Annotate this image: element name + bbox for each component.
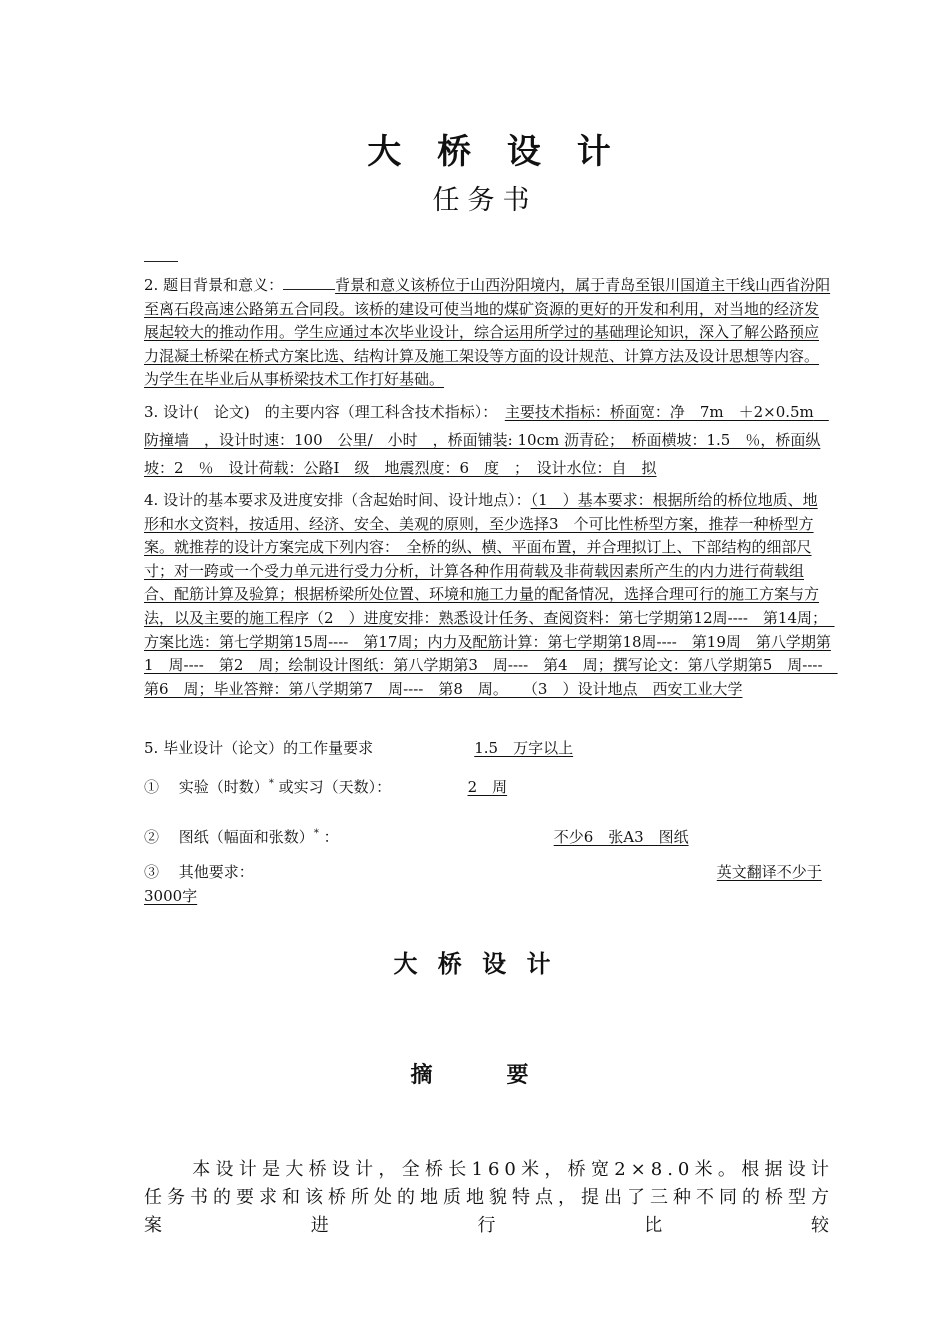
requirement-value-continued: 3000字	[144, 887, 198, 905]
document-title: 大 桥 设 计	[367, 132, 623, 172]
section-content	[144, 398, 832, 482]
section-workload	[144, 737, 832, 761]
requirement-experiment	[144, 776, 832, 797]
requirement-label: ：	[323, 828, 339, 846]
abstract-text	[144, 1156, 834, 1240]
section-requirements-schedule	[144, 489, 838, 701]
requirement-value: 不少6 张A3 图纸	[553, 828, 689, 846]
section-background	[144, 274, 832, 392]
section-content-label: 3. 设计( 论文) 的主要内容（理工科含技术指标）：	[144, 403, 490, 421]
section-background-text: 背景和意义该桥位于山西汾阳境内，属于青岛至银川国道主干线山西省汾阳至离石段高速公路第五合同段。该桥的建设可使当地的煤矿资源的更好的开发和利用，对当地的经济发展起较大的推动作用。学生应通过本次毕业设计，综合运用所学过的基础理论知识，深入了解公路预应力混凝土桥梁在桥式方案比选、结构计算及施工架设等方面的设计规范、计算方法及设计思想等内容。为学生在毕业后从事桥梁技术工作打好基础。	[144, 276, 831, 389]
requirement-number: ②	[144, 828, 160, 846]
requirement-value: 2 周	[467, 778, 508, 796]
section-schedule-text: （1 ）基本要求：根据所给的桥位地质、地形和水文资料，按适用、经济、安全、美观的原则，至少选择3 个可比性桥型方案，推荐一种桥型方案。就推荐的设计方案完成下列内容： 全桥的纵、横、平面布置，并合理拟订上、下部结构的细部尺寸；对一跨或一个受力单元进行受力分析，计算各种作用荷载及非荷载因素所产生的内力进行荷载组合、配筋计算及验算；根据桥梁所处位置、环境和施工力量的配备情况，选择合理可行的施工方案与方法，以及主要的施工程序（2 ）进度安排：熟悉设计任务、查阅资料：第七学期第12周---- 第14周； 方案比选：第七学期第15周---- 第17周；内力及配筋计算：第七学期第18周---- 第19周 第八学期第1 周---- 第2 周；绘制设计图纸：第八学期第3 周---- 第4 周；撰写论文：第八学期第5 周---- 第6 周；毕业答辩：第八学期第7 周---- 第8 周。 （3 ）设计地点 西安工业大学	[144, 491, 838, 698]
requirement-label: 实验（时数）	[178, 778, 269, 796]
requirement-other	[144, 860, 832, 908]
requirement-number: ①	[144, 778, 160, 796]
requirement-number: ③	[144, 863, 160, 881]
requirement-label: 其他要求：	[178, 863, 254, 881]
requirement-value: 英文翻译不少于	[716, 863, 822, 881]
abstract-paragraph: 本设计是大桥设计，全桥长160米，桥宽2×8.0米。根据设计任务书的要求和该桥所处的地质地貌特点，提出了三种不同的桥型方案进行比较	[144, 1159, 834, 1236]
section-content-text: 主要技术指标：桥面宽：净 7m ＋2×0.5m 防撞墙 ，设计时速：100 公里/ 小时 ，桥面铺装: 10cm 沥青砼； 桥面横坡：1.5 ％，桥面纵坡：2 ％ 设计荷载：公路I 级 地震烈度：6 度 ； 设计水位：自 拟	[144, 403, 829, 477]
document-subtitle: 任务书	[432, 185, 538, 216]
blank-underline	[283, 275, 335, 290]
abstract-title: 摘 要	[410, 1062, 555, 1088]
requirement-label: 或实习（天数）：	[278, 778, 392, 796]
requirement-drawings	[144, 826, 832, 847]
requirement-label: 图纸（幅面和张数）	[178, 828, 314, 846]
section-background-label: 2. 题目背景和意义：	[144, 276, 284, 294]
required-star: *	[268, 778, 274, 789]
section-workload-label: 5. 毕业设计（论文）的工作量要求	[144, 739, 374, 757]
section-workload-value: 1.5 万字以上	[474, 739, 574, 757]
required-star: *	[313, 828, 319, 839]
short-divider	[144, 261, 178, 262]
second-title: 大 桥 设 计	[393, 949, 557, 978]
section-schedule-label: 4. 设计的基本要求及进度安排（含起始时间、设计地点）：	[144, 491, 531, 509]
